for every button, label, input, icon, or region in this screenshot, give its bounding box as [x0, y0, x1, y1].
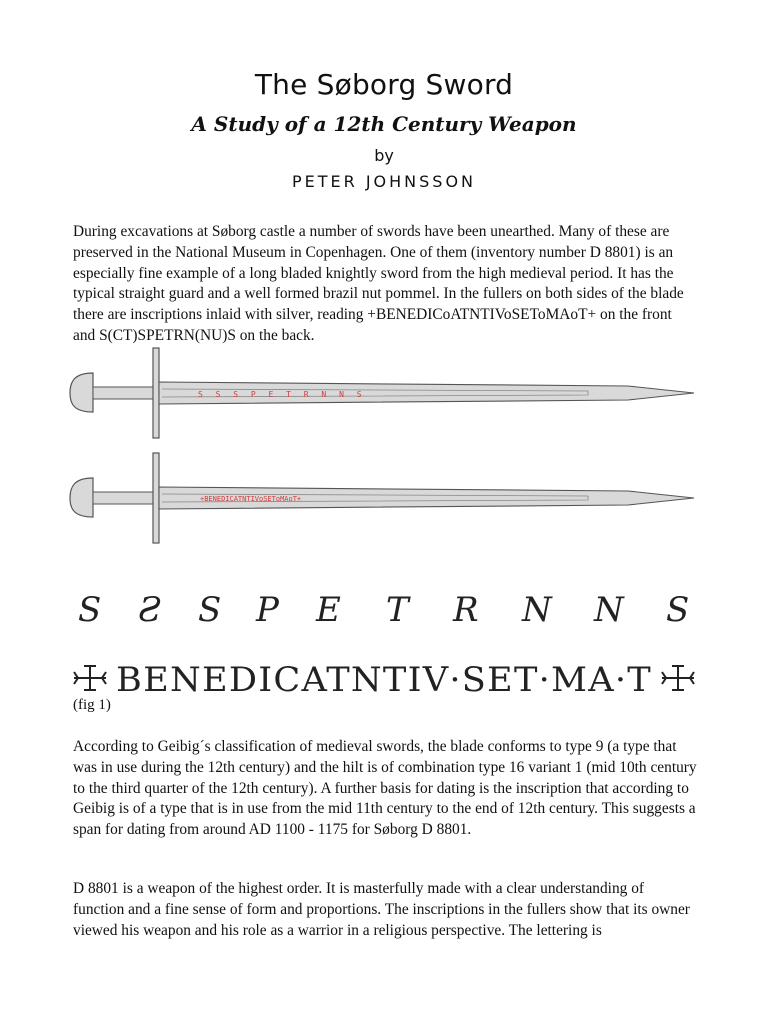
glyph-e: E: [316, 590, 341, 630]
sword-back-view: [70, 348, 694, 438]
guard-back: [153, 348, 159, 438]
paragraph-classification: According to Geibig´s classification of medieval swords, the blade conforms to type 9 (a type that was in use during the 12th century) and the hilt is of combination type 16 variant 1 (mid 10th century to the third quarter of the 12th century). A further basis for dating is the inscription that according to Geibig is of a type that is in use from the mid 11th century to the end of 12th century. This suggests a span for dating from around AD 1100 - 1175 for Søborg D 8801.: [73, 738, 697, 839]
grip-front: [93, 492, 153, 504]
glyph-p: P: [256, 590, 279, 630]
back-inscription-large: [78, 590, 689, 630]
glyph-s4: S: [666, 590, 690, 630]
grip-back: [93, 387, 153, 399]
inscription-glyphs: [68, 585, 700, 705]
back-inscription-small: S S S P E T R N N S: [198, 390, 366, 399]
front-inscription-large: [74, 660, 694, 700]
glyph-s3: S: [198, 590, 222, 630]
paragraph-weapon-quality: D 8801 is a weapon of the highest order. It is masterfully made with a clear understanding of function and a fine sense of form and proportions. The inscriptions in the fullers show that its owner viewed his weapon and his role as a warrior in a religious perspective. The lettering is: [73, 880, 690, 939]
glyph-t: T: [386, 590, 409, 630]
cross-left-icon: [74, 666, 106, 690]
front-inscription-small: +BENEDICATNTIVoSEToMAoT+: [200, 495, 302, 503]
pommel-back: [70, 373, 93, 412]
page-title: The Søborg Sword: [254, 68, 514, 101]
sword-front-view: [70, 453, 694, 543]
author-name: PETER JOHNSSON: [291, 172, 477, 191]
pommel-front: [70, 478, 93, 517]
figure-caption: (fig 1): [73, 697, 111, 713]
glyph-s1: S: [78, 590, 102, 630]
front-inscription-text: BENEDICATNTIV·SET·MA·T: [116, 660, 652, 700]
page-subtitle: A Study of a 12th Century Weapon: [191, 112, 577, 136]
byline-by: by: [374, 146, 394, 165]
paragraph-intro: During excavations at Søborg castle a number of swords have been unearthed. Many of these are preserved in the National Museum in Copenhagen. One of them (inventory number D 8801) is an especially fine example of a long bladed knightly sword from the high medieval period. It has the typical straight guard and a well formed brazil nut pommel. In the fullers on both sides of the blade there are inscriptions inlaid with silver, reading +BENEDICoATNTIVoSEToMAoT+ on the front and S(CT)SPETRN(NU)S on the back.: [73, 223, 684, 344]
glyph-s2: Ƨ: [138, 590, 162, 630]
cross-right-icon: [662, 666, 694, 690]
guard-front: [153, 453, 159, 543]
sword-illustration: [68, 342, 700, 552]
glyph-n2: N: [594, 590, 624, 630]
glyph-r: R: [453, 590, 479, 630]
glyph-n1: N: [522, 590, 552, 630]
